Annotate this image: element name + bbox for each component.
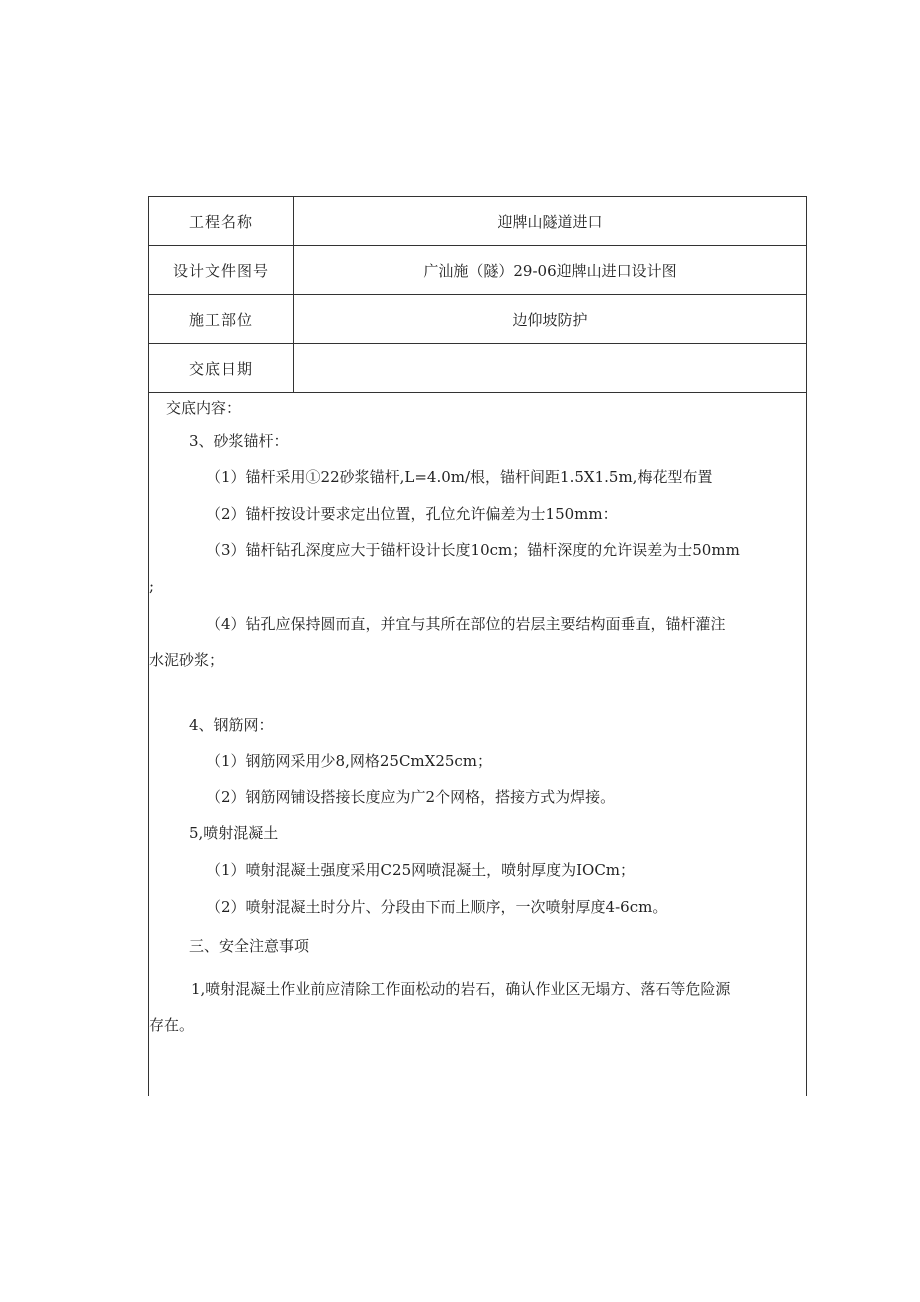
value-project-name: 迎牌山隧道进口 <box>497 212 603 231</box>
row-construction-part <box>149 295 806 344</box>
section-3-item-4-cont: 水泥砂浆； <box>149 651 225 669</box>
section-5-item-2: （2）喷射混凝土时分片、分段由下而上顺序，一次喷射厚度4-6cm。 <box>206 898 668 916</box>
value-handover-date <box>294 344 806 392</box>
label-construction-part: 施工部位 <box>149 295 294 343</box>
section-4-item-2: （2）钢筋网铺设搭接长度应为广2个网格，搭接方式为焊接。 <box>206 788 616 806</box>
section-3-item-3-cont: ; <box>149 577 155 595</box>
section-3-item-3: （3）锚杆钻孔深度应大于锚杆设计长度10cm；锚杆深度的允许误差为士50mm <box>206 541 740 559</box>
row-project-name <box>149 197 806 246</box>
label-project-name: 工程名称 <box>149 197 294 245</box>
safety-item-1-cont: 存在。 <box>149 1016 195 1034</box>
section-4-item-1: （1）钢筋网采用少8,网格25CmX25cm； <box>206 752 493 770</box>
row-drawing-number <box>149 246 806 295</box>
label-handover-date: 交底日期 <box>149 344 294 392</box>
safety-item-1: 1,喷射混凝土作业前应清除工作面松动的岩石，确认作业区无塌方、落石等危险源 <box>191 980 731 998</box>
value-construction-part: 边仰坡防护 <box>512 310 588 329</box>
section-3-item-1: （1）锚杆采用①22砂浆锚杆,L=4.0m/根，锚杆间距1.5X1.5m,梅花型布置 <box>206 468 713 486</box>
section-5-item-1: （1）喷射混凝土强度采用C25网喷混凝土，喷射厚度为IOCm； <box>206 861 636 879</box>
handover-form <box>148 196 807 1096</box>
safety-title: 三、安全注意事项 <box>189 937 310 955</box>
section-3-item-4: （4）钻孔应保持圆而直，并宜与其所在部位的岩层主要结构面垂直，锚杆灌注 <box>206 615 726 633</box>
row-handover-date <box>149 344 806 393</box>
value-drawing-number: 广汕施（隧）29-06迎牌山进口设计图 <box>423 261 677 280</box>
content-heading: 交底内容： <box>166 399 242 417</box>
section-5-title: 5,喷射混凝土 <box>189 824 279 842</box>
label-drawing-number: 设计文件图号 <box>149 246 294 294</box>
section-3-item-2: （2）锚杆按设计要求定出位置，孔位允许偏差为士150mm： <box>206 505 618 523</box>
section-4-title: 4、钢筋网： <box>189 716 274 734</box>
section-3-title: 3、砂浆锚杆： <box>189 432 289 450</box>
